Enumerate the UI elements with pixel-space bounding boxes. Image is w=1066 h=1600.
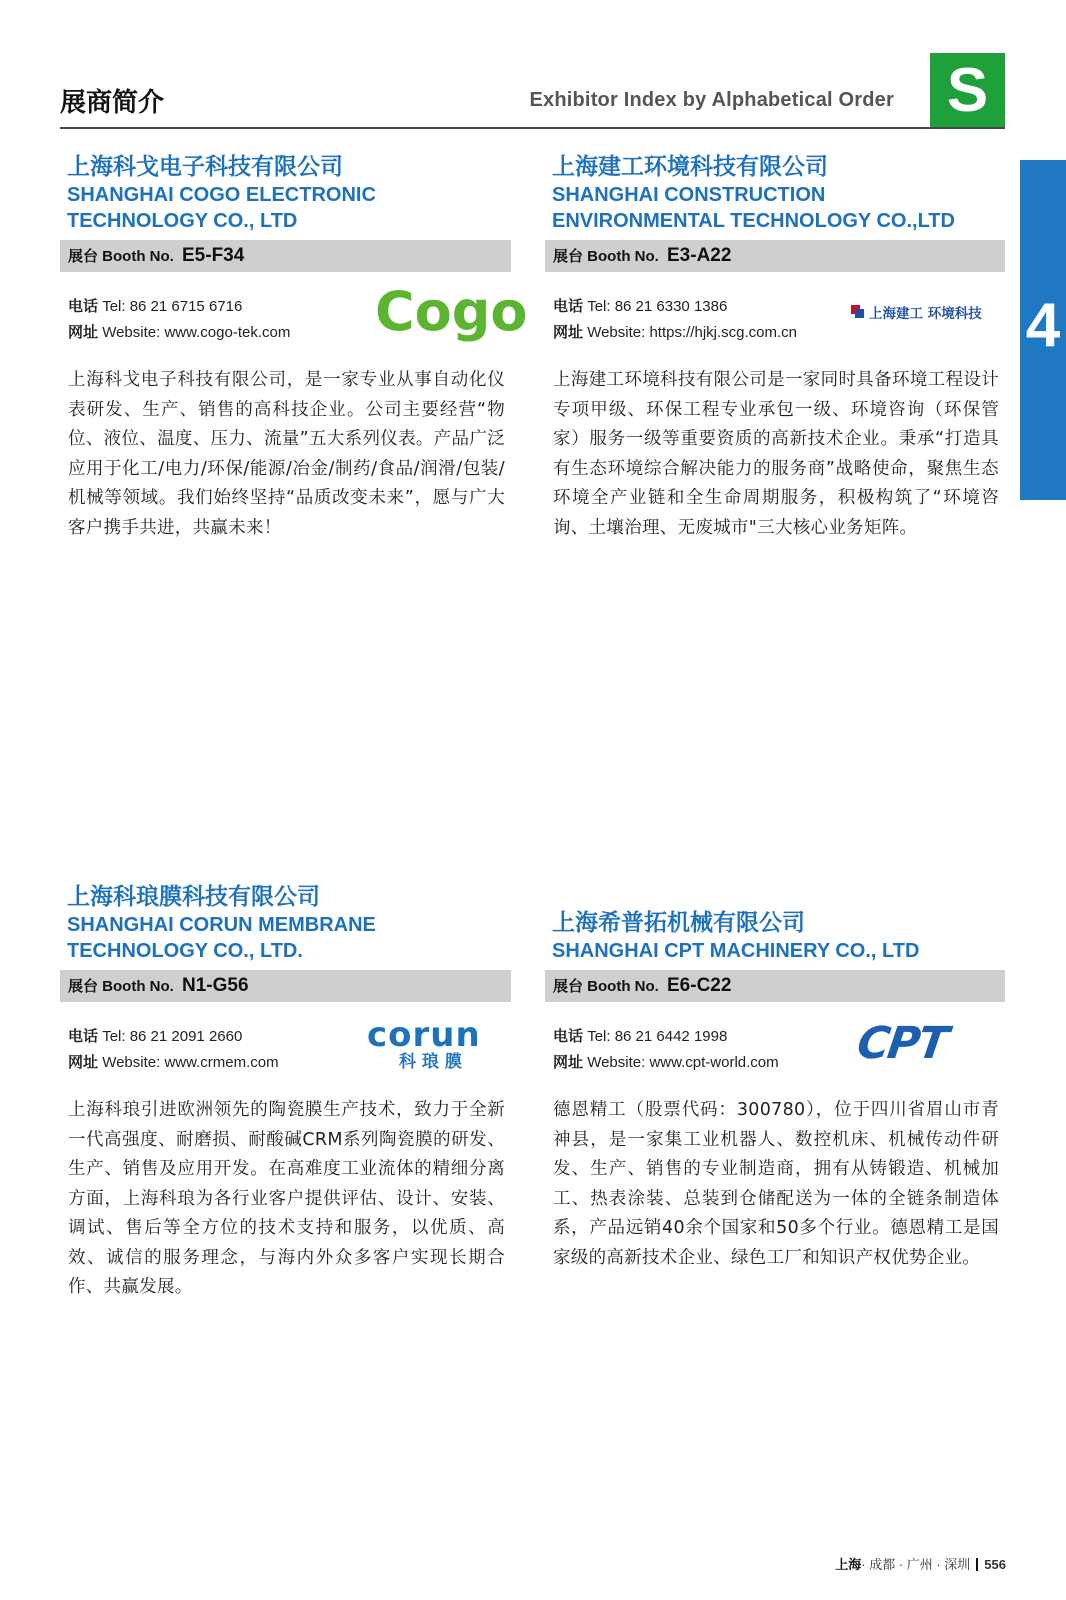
exhibitor-card xyxy=(60,882,511,1303)
exhibitor-name-cn: 上海科戈电子科技有限公司 xyxy=(67,154,343,180)
exhibitor-card xyxy=(60,152,528,543)
tel-value: 86 21 6330 1386 xyxy=(614,298,728,315)
website-link[interactable]: www.crmem.com xyxy=(164,1054,279,1071)
exhibitor-name-cn: 上海希普拓机械有限公司 xyxy=(552,910,805,936)
alphabet-letter-tab[interactable]: S xyxy=(930,53,1005,128)
exhibitor-description: 德恩精工（股票代码：300780），位于四川省眉山市青神县，是一家集工业机器人、数控机床、机械传动件研发、生产、销售的专业制造商，拥有从铸锻造、机械加工、热表涂装、总装到仓储配送为一体的全链条制造体系，产品远销40余个国家和50多个行业。德恩精工是国家级的高新技术企业、绿色工厂和知识产权优势企业。 xyxy=(553,1100,999,1268)
booth-label: 展台 Booth No. xyxy=(553,978,659,995)
header-divider xyxy=(60,127,1005,129)
tel-label-cn: 电话 xyxy=(68,298,99,315)
exhibitor-name-en: SHANGHAI COGO ELECTRONIC TECHNOLOGY CO., LTD xyxy=(67,184,376,232)
contact-block xyxy=(60,1015,511,1080)
tel-label-en: Tel: xyxy=(102,1028,126,1045)
exhibitor-card xyxy=(545,152,1005,543)
section-number: 4 xyxy=(1025,291,1061,360)
booth-number: E5-F34 xyxy=(182,245,245,266)
booth-label: 展台 Booth No. xyxy=(68,978,174,995)
booth-label: 展台 Booth No. xyxy=(68,248,174,265)
website-label-en: Website: xyxy=(102,1054,161,1071)
exhibitor-description: 上海科戈电子科技有限公司，是一家专业从事自动化仪表研发、生产、销售的高科技企业。公司主要经营“物位、液位、温度、压力、流量”五大系列仪表。产品广泛应用于化工/电力/环保/能源/冶金/制药/食品/润滑/包装/机械等领域。我们始终坚持“品质改变未来”，愿与广大客户携手共进，共赢未来！ xyxy=(68,370,505,538)
tel-label-cn: 电话 xyxy=(553,298,584,315)
logo-text: Cogo xyxy=(375,280,528,343)
tel-label-cn: 电话 xyxy=(68,1028,99,1045)
exhibitor-name-cn: 上海建工环境科技有限公司 xyxy=(552,154,828,180)
booth-bar xyxy=(545,970,1005,1002)
footer-separator xyxy=(976,1558,978,1571)
booth-bar xyxy=(60,240,511,272)
exhibitor-name-en: SHANGHAI CORUN MEMBRANE TECHNOLOGY CO., LTD. xyxy=(67,914,376,962)
contact-block xyxy=(545,1018,1005,1080)
website-link[interactable]: www.cogo-tek.com xyxy=(164,324,291,341)
website-label-cn: 网址 xyxy=(68,1054,99,1071)
website-label-cn: 网址 xyxy=(68,324,99,341)
website-label-cn: 网址 xyxy=(553,324,584,341)
index-label: Exhibitor Index by Alphabetical Order xyxy=(529,89,894,111)
booth-number: E6-C22 xyxy=(667,975,732,996)
website-label-en: Website: xyxy=(587,1054,646,1071)
page-title: 展商简介 xyxy=(60,87,165,117)
contact-block xyxy=(60,280,528,350)
page-number: 556 xyxy=(984,1557,1006,1572)
tel-label-en: Tel: xyxy=(587,1028,611,1045)
tel-label-en: Tel: xyxy=(102,298,126,315)
tel-value: 86 21 6715 6716 xyxy=(129,298,243,315)
website-label-en: Website: xyxy=(102,324,161,341)
logo-subtext: 科 琅 膜 xyxy=(399,1052,462,1072)
website-link[interactable]: https://hjkj.scg.com.cn xyxy=(649,324,798,341)
exhibitor-name-en: SHANGHAI CPT MACHINERY CO., LTD xyxy=(552,940,920,962)
exhibitor-description: 上海科琅引进欧洲领先的陶瓷膜生产技术，致力于全新一代高强度、耐磨损、耐酸碱CRM系列陶瓷膜的研发、生产、销售及应用开发。在高难度工业流体的精细分离方面，上海科琅为各行业客户提供评估、设计、安装、调试、售后等全方位的技术支持和服务，以优质、高效、诚信的服务理念，与海内外众多客户实现长期合作、共赢发展。 xyxy=(68,1100,505,1297)
exhibitor-description: 上海建工环境科技有限公司是一家同时具备环境工程设计专项甲级、环保工程专业承包一级、环境咨询（环保管家）服务一级等重要资质的高新技术企业。秉承“打造具有生态环境综合解决能力的服务商”战略使命，聚焦生态环境全产业链和全生命周期服务，积极构筑了“环境咨询、土壤治理、无废城市"三大核心业务矩阵。 xyxy=(553,370,999,538)
booth-bar xyxy=(60,970,511,1002)
exhibitor-name-cn: 上海科琅膜科技有限公司 xyxy=(67,884,320,910)
page-footer xyxy=(835,1554,1006,1573)
section-side-tab[interactable] xyxy=(1020,160,1066,500)
booth-number: E3-A22 xyxy=(667,245,732,266)
logo-text: 上海建工 环境科技 xyxy=(869,306,982,322)
corun-logo xyxy=(365,1016,497,1075)
booth-number: N1-G56 xyxy=(182,975,249,996)
exhibitor-name-en: SHANGHAI CONSTRUCTION ENVIRONMENTAL TECHNOLOGY CO.,LTD xyxy=(552,184,955,232)
footer-cities: · 成都 · 广州 · 深圳 xyxy=(861,1557,971,1572)
logo-text: CPT xyxy=(854,1018,950,1069)
booth-label: 展台 Booth No. xyxy=(553,248,659,265)
scg-logo xyxy=(849,300,999,329)
footer-city-highlight: 上海 xyxy=(835,1557,862,1572)
tel-value: 86 21 6442 1998 xyxy=(614,1028,728,1045)
website-label-en: Website: xyxy=(587,324,646,341)
website-label-cn: 网址 xyxy=(553,1054,584,1071)
tel-value: 86 21 2091 2660 xyxy=(129,1028,243,1045)
website-link[interactable]: www.cpt-world.com xyxy=(649,1054,779,1071)
booth-bar xyxy=(545,240,1005,272)
logo-text: corun xyxy=(367,1015,481,1055)
tel-label-en: Tel: xyxy=(587,298,611,315)
contact-block xyxy=(545,294,1005,350)
cpt-logo xyxy=(854,1018,999,1069)
cogo-logo xyxy=(373,280,528,357)
exhibitor-card xyxy=(545,908,1005,1273)
tel-label-cn: 电话 xyxy=(553,1028,584,1045)
